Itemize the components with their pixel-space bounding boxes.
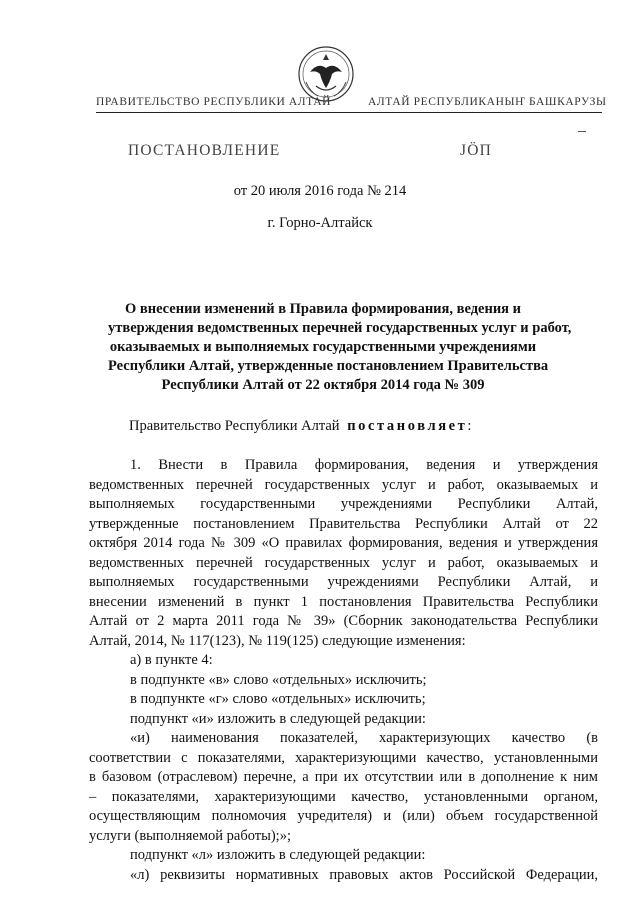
paragraph-line: утвержденные постановлением Правительства Республики Алтай от 22	[89, 515, 598, 532]
government-name-altai: АЛТАЙ РЕСПУБЛИКАНЫҤ БАШКАРУЗЫ	[368, 96, 607, 108]
sub-item-line: подпункт «и» изложить в следующей редакции:	[130, 710, 426, 727]
decree-intro-lead: Правительство Республики Алтай	[129, 418, 340, 434]
paragraph-line: 1. Внести в Правила формирования, ведения и утверждения	[130, 457, 598, 473]
title-line: Республики Алтай, утвержденные постановлением Правительства	[108, 358, 549, 374]
document-body	[89, 456, 598, 885]
quote-line: «л) реквизиты нормативных правовых актов Российской Федерации,	[130, 866, 598, 883]
paragraph-line: ведомственных перечней государственных услуг и работ, оказываемых и	[89, 476, 598, 493]
title-line: О внесении изменений в Правила формирования, ведения и	[124, 301, 522, 317]
title-line: оказываемых и выполняемых государственными учреждениями	[109, 339, 537, 355]
quote-line: в базовом (отраслевом) перечне, а при их отсутствии или в дополнение к ним	[89, 769, 598, 785]
quote-line: услуги (выполняемой работы);»;	[89, 827, 291, 844]
paragraph-line: Алтай от 2 марта 2011 года № 39» (Сборник законодательства Республики	[89, 613, 598, 629]
decree-verb: постановляет	[347, 418, 468, 434]
document-type-russian: ПОСТАНОВЛЕНИЕ	[128, 142, 281, 159]
government-name-russian: ПРАВИТЕЛЬСТВО РЕСПУБЛИКИ АЛТАЙ	[96, 96, 332, 108]
document-date-number: от 20 июля 2016 года № 214	[233, 183, 407, 199]
paragraph-line: внесении изменений в пункт 1 постановления Правительства Республики	[89, 593, 598, 610]
paragraph-line: октября 2014 года № 309 «О правилах формирования, ведения и утверждения	[89, 535, 598, 551]
header-mark	[578, 131, 586, 132]
sub-item-line: в подпункте «в» слово «отдельных» исключить;	[130, 671, 427, 688]
paragraph-line: Алтай, 2014, № 117(123), № 119(125) следующие изменения:	[89, 632, 466, 649]
quote-line: – показателями, характеризующими качество, установленными органом,	[89, 788, 598, 805]
sub-item-line: а) в пункте 4:	[130, 652, 213, 668]
decree-intro-colon: :	[467, 418, 472, 434]
title-line: Республики Алтай от 22 октября 2014 года № 309	[161, 377, 485, 393]
sub-item-line: подпункт «л» изложить в следующей редакции:	[130, 847, 426, 863]
quote-line: осуществляющим полномочия учредителя) и (или) объем государственной	[89, 808, 598, 824]
paragraph-line: выполняемых государственными учреждениями Республики Алтай, и	[89, 574, 598, 590]
paragraph-line: ведомственных перечней государственных услуг и работ, оказываемых и	[89, 554, 598, 571]
header-divider	[96, 112, 602, 113]
document-type-altai: JÖП	[460, 142, 493, 159]
decree-intro	[129, 418, 471, 435]
quote-line: соответствии с показателями, характеризующими качество, установленными	[89, 749, 598, 766]
document-city: г. Горно-Алтайск	[267, 215, 373, 231]
sub-item-line: в подпункте «г» слово «отдельных» исключить;	[130, 691, 426, 707]
quote-line: «и) наименования показателей, характеризующих качество (в	[130, 730, 598, 746]
paragraph-line: выполняемых государственными учреждениями Республики Алтай,	[89, 496, 598, 512]
title-line: утверждения ведомственных перечней государственных услуг и работ,	[108, 320, 572, 336]
document-title	[108, 300, 572, 395]
